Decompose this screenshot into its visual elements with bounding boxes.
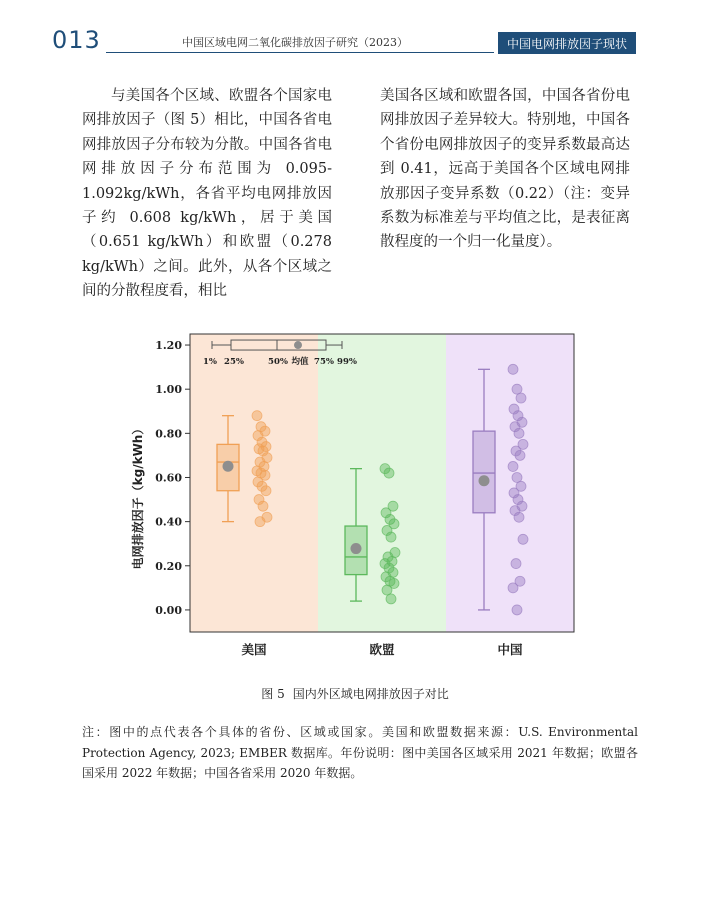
legend-label: 1%	[203, 357, 217, 368]
header-rule	[106, 52, 494, 53]
legend-mean-marker	[294, 341, 302, 349]
box-iqr	[473, 431, 495, 513]
data-point	[516, 393, 526, 403]
data-point	[512, 605, 522, 615]
group-background-2	[318, 334, 446, 632]
legend-label: 25%	[224, 357, 244, 368]
legend-label: 75%	[314, 357, 334, 368]
data-point	[261, 486, 271, 496]
data-point	[508, 461, 518, 471]
data-point	[515, 450, 525, 460]
box-mean-marker	[351, 543, 362, 554]
data-point	[384, 468, 394, 478]
data-point	[508, 583, 518, 593]
running-header-title: 中国区域电网二氧化碳排放因子研究（2023）	[182, 36, 408, 49]
box-plot-chart	[120, 322, 590, 667]
figure-caption-text: 国内外区域电网排放因子对比	[292, 687, 449, 701]
category-label: 美国	[241, 642, 267, 657]
data-point	[386, 594, 396, 604]
category-label: 欧盟	[369, 642, 395, 657]
y-tick-label: 1.00	[155, 383, 182, 397]
figure-note: 注：图中的点代表各个具体的省份、区域或国家。美国和欧盟数据来源：U.S. Environmental Protection Agency, 2023; EMBER 数据库。年份说明：图中美国各区域采用 2021 年数据；欧盟各国采用 2022 年数据；中国各省采用 2020 年数据。	[82, 725, 638, 780]
data-point	[508, 364, 518, 374]
y-tick-label: 0.20	[155, 559, 182, 573]
section-tag: 中国电网排放因子现状	[498, 32, 636, 54]
box-mean-marker	[223, 461, 234, 472]
box-mean-marker	[479, 475, 490, 486]
legend-label: 50%	[268, 357, 288, 368]
y-axis-label: 电网排放因子（kg/kWh）	[131, 422, 145, 570]
y-tick-label: 0.00	[155, 603, 182, 617]
legend-label: 均值	[291, 357, 309, 368]
y-tick-label: 0.60	[155, 471, 182, 485]
figure-caption	[0, 685, 710, 702]
figure-label: 图 5	[261, 687, 285, 701]
page-number: 013	[52, 26, 101, 54]
data-point	[514, 428, 524, 438]
data-point	[386, 532, 396, 542]
legend-label: 99%	[337, 357, 357, 368]
data-point	[258, 501, 268, 511]
body-text-right-column: 美国各区域和欧盟各国，中国各省份电网排放因子差异较大。特别地，中国各个省份电网排放因子的变异系数最高达到 0.41，远高于美国各个区域电网排放那因子变异系数（0.22）（注：变异系数为标准差与平均值之比，是表征离散程度的一个归一化量度）。	[380, 88, 630, 251]
y-tick-label: 0.80	[155, 427, 182, 441]
body-text-left-column: 与美国各个区域、欧盟各个国家电网排放因子（图 5）相比，中国各省电网排放因子分布较为分散。中国各省电网排放因子分布范围为 0.095-1.092kg/kWh，各省平均电网排放因子约 0.608 kg/kWh，居于美国（0.651 kg/kWh）和欧盟（0.278 kg/kWh）之间。此外，从各个区域之间的分散程度看，相比	[82, 88, 332, 300]
y-tick-label: 1.20	[155, 339, 182, 353]
category-label: 中国	[497, 642, 523, 657]
data-point	[511, 559, 521, 569]
data-point	[252, 411, 262, 421]
data-point	[255, 517, 265, 527]
data-point	[518, 534, 528, 544]
y-tick-label: 0.40	[155, 515, 182, 529]
data-point	[514, 512, 524, 522]
